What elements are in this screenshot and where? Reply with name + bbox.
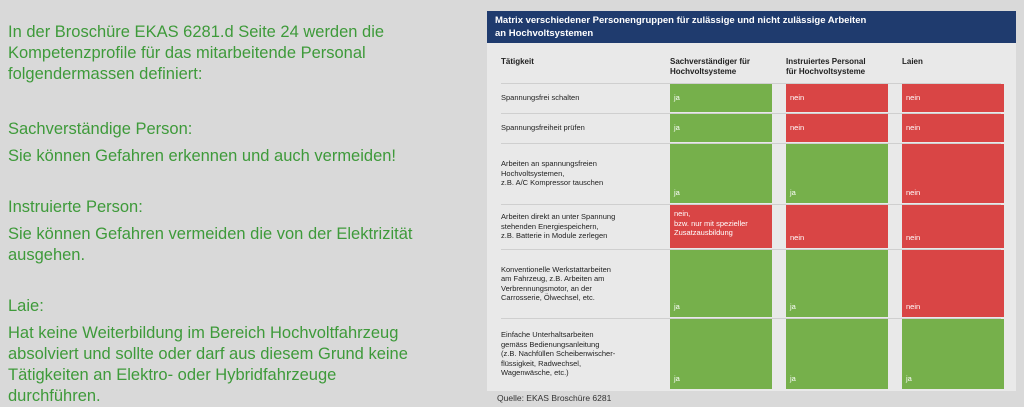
header-taetigkeit: Tätigkeit: [501, 57, 534, 66]
cell-value: ja: [674, 123, 680, 132]
row-label: [501, 330, 615, 378]
laie-text-2: absolviert und sollte oder darf aus diesem Grund keine: [8, 345, 408, 363]
row-label-line: gemäss Bedienungsanleitung: [501, 339, 600, 349]
instr-text-2: ausgehen.: [8, 246, 86, 264]
cell-instr: [786, 319, 888, 389]
row-label-line: Spannungsfreiheit prüfen: [501, 123, 585, 133]
cell-value: nein: [790, 232, 805, 242]
laie-text-3: Tätigkeiten an Elektro- oder Hybridfahrzeuge: [8, 366, 337, 384]
header-laien: Laien: [902, 57, 923, 66]
sach-title: Sachverständige Person:: [8, 120, 193, 138]
row-label: [501, 212, 615, 241]
intro-line-1: In der Broschüre EKAS 6281.d Seite 24 werden die: [8, 23, 385, 41]
header-instr-line-1: Instruiertes Personal: [786, 57, 866, 66]
cell-laien: [902, 84, 1004, 112]
cell-instr: [786, 84, 888, 112]
intro-line-3: folgendermassen definiert:: [8, 65, 203, 83]
cell-instr: [786, 144, 888, 203]
instr-title: Instruierte Person:: [8, 198, 143, 216]
cell-value: ja: [790, 373, 796, 383]
cell-value: ja: [674, 187, 680, 197]
cell-value: nein: [906, 187, 921, 197]
description-text: [8, 0, 478, 407]
cell-laien: [902, 205, 1004, 248]
instr-text-1: Sie können Gefahren vermeiden die von der Elektrizität: [8, 225, 413, 243]
cell-value: nein: [790, 123, 805, 132]
cell-sach: [670, 250, 772, 317]
sach-text: Sie können Gefahren erkennen und auch vermeiden!: [8, 147, 397, 165]
cell-value: nein: [790, 93, 805, 102]
cell-instr: [786, 205, 888, 248]
cell-value: nein: [906, 232, 921, 242]
row-label-line: Hochvoltsystemen,: [501, 168, 565, 178]
cell-value: ja: [790, 301, 796, 311]
cell-value-line: bzw. nur mit spezieller: [674, 218, 748, 228]
header-sachverstaendiger: [670, 57, 750, 77]
cell-sach: [670, 144, 772, 203]
cell-value: ja: [674, 93, 680, 102]
matrix-title-line-1: Matrix verschiedener Personengruppen für zulässige und nicht zulässige Arbeiten: [495, 15, 867, 26]
source-caption: Quelle: EKAS Broschüre 6281: [497, 393, 612, 403]
laie-text-1: Hat keine Weiterbildung im Bereich Hochvoltfahrzeug: [8, 324, 399, 342]
matrix-panel: [487, 11, 1016, 391]
cell-laien: [902, 250, 1004, 317]
cell-laien: [902, 144, 1004, 203]
row-label-line: Wagenwäsche, etc.): [501, 368, 569, 378]
cell-value: nein: [906, 301, 921, 311]
cell-value: nein: [906, 93, 921, 102]
row-label-line: (z.B. Nachfüllen Scheibenwischer-: [501, 349, 616, 359]
row-label-line: z.B. A/C Kompressor tauschen: [501, 178, 604, 188]
row-label-line: flüssigkeit, Radwechsel,: [501, 358, 582, 368]
row-label-line: Spannungsfrei schalten: [501, 93, 580, 103]
row-label-line: am Fahrzeug, z.B. Arbeiten am: [501, 274, 605, 283]
cell-value: ja: [674, 373, 680, 383]
cell-value: nein: [906, 123, 921, 132]
cell-value: ja: [790, 187, 796, 197]
cell-value-line: Zusatzausbildung: [674, 228, 733, 237]
laie-text-4: durchführen.: [8, 387, 101, 405]
cell-value: ja: [906, 373, 912, 383]
cell-value: [674, 209, 748, 238]
row-label-line: Arbeiten direkt an unter Spannung: [501, 212, 616, 222]
cell-sach: [670, 114, 772, 142]
intro-line-2: Kompetenzprofile für das mitarbeitende Personal: [8, 44, 366, 62]
row-label-line: stehenden Energiespeichern,: [501, 221, 599, 231]
header-instr-line-2: für Hochvoltsysteme: [786, 67, 866, 76]
header-sach-line-2: Hochvoltsysteme: [670, 67, 737, 76]
row-label-line: Einfache Unterhaltsarbeiten: [501, 330, 594, 340]
cell-value: ja: [674, 301, 680, 311]
row-label-line: z.B. Batterie in Module zerlegen: [501, 231, 608, 241]
cell-sach: [670, 319, 772, 389]
cell-instr: [786, 250, 888, 317]
cell-laien: [902, 319, 1004, 389]
row-label: [501, 93, 579, 103]
header-instruiert: [786, 57, 866, 77]
row-label-line: Arbeiten an spannungsfreien: [501, 159, 597, 169]
row-label-line: Verbrennungsmotor, an der: [501, 283, 592, 293]
row-label-line: Konventionelle Werkstattarbeiten: [501, 264, 611, 274]
cell-value-line: nein,: [674, 209, 691, 218]
cell-instr: [786, 114, 888, 142]
row-label: [501, 265, 611, 303]
row-label: [501, 123, 585, 133]
header-sach-line-1: Sachverständiger für: [670, 57, 751, 66]
cell-sach: [670, 84, 772, 112]
cell-laien: [902, 114, 1004, 142]
cell-sach: [670, 205, 772, 248]
laie-title: Laie:: [8, 297, 44, 315]
row-label: [501, 159, 603, 188]
matrix-title-line-2: an Hochvoltsystemen: [495, 28, 594, 39]
matrix-title: [487, 11, 1016, 43]
row-label-line: Carrosserie, Ölwechsel, etc.: [501, 293, 595, 302]
